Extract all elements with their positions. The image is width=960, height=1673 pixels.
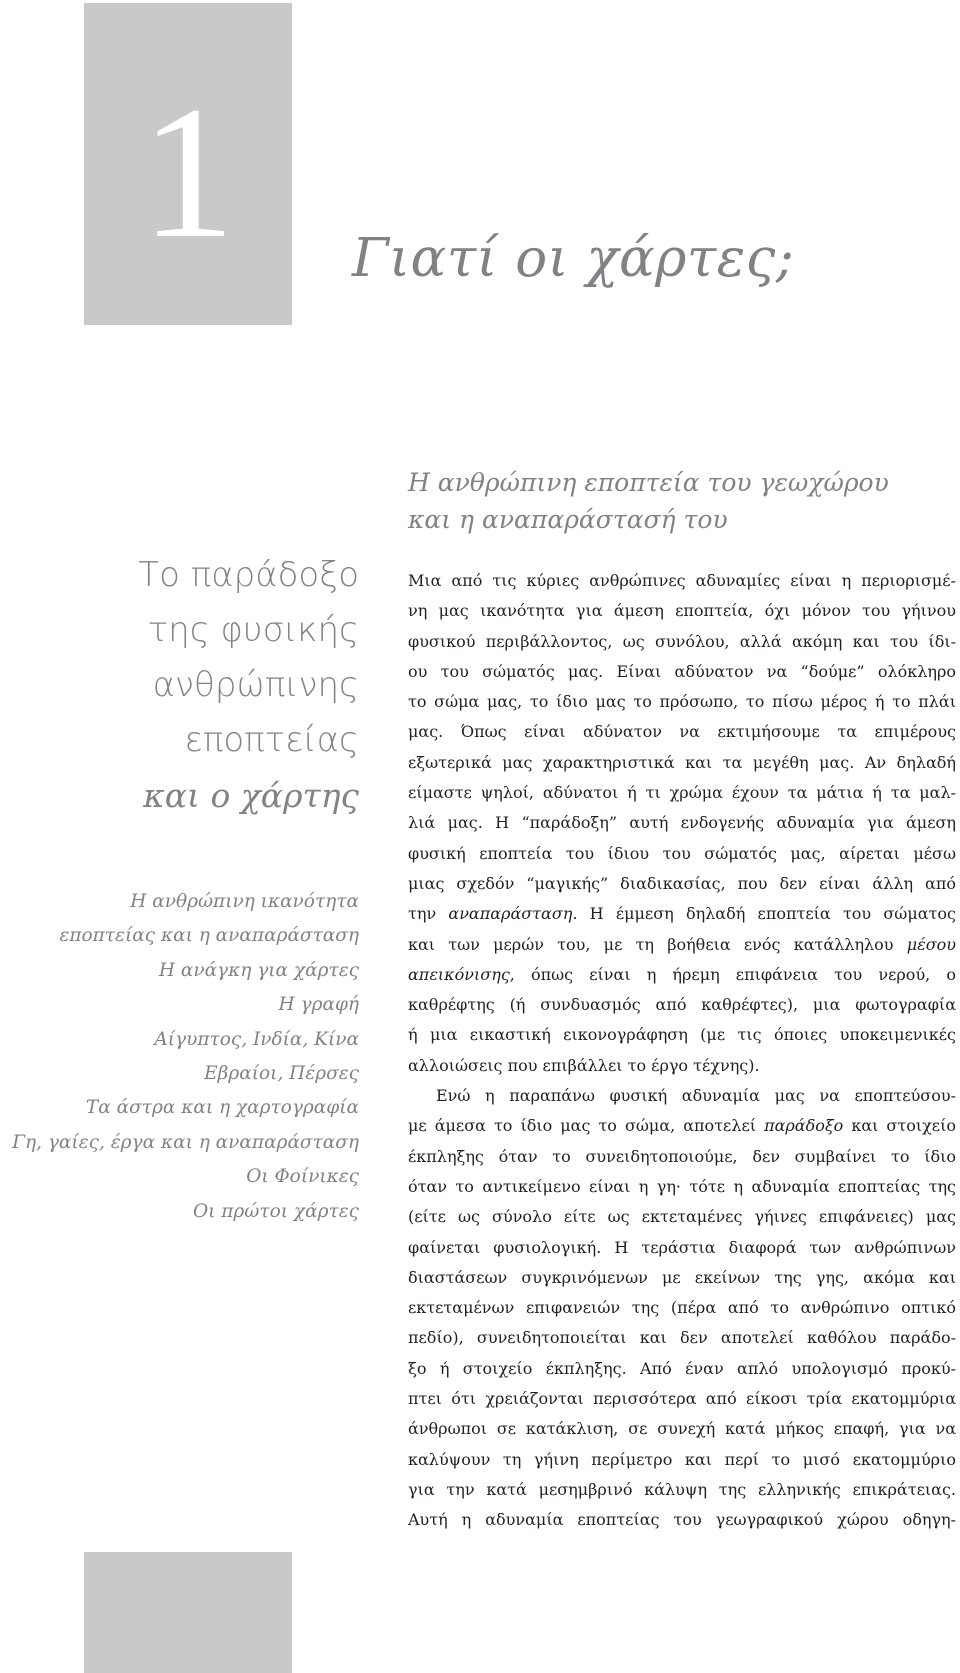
contents-item: εποπτείας και η αναπαράσταση [59, 925, 359, 947]
body-line: νη μας ικανότητα για άμεση εποπτεία, όχι μόνον του γήινου [408, 601, 956, 621]
emphasis: μέσου [906, 934, 956, 954]
body-line: Αυτή η αδυναμία εποπτείας του γεωγραφικού χώρου οδηγη- [408, 1510, 956, 1530]
body-line: εκτεταμένων επιφανειών της (πέρα από το ανθρώπινο οπτικό [408, 1298, 956, 1318]
body-fragment: . Η έμμεση δηλαδή εποπτεία του σώματος [572, 904, 956, 924]
footer-panel [84, 1552, 292, 1673]
body-line: ξο ή στοιχείο έκπληξης. Από έναν απλό υπολογισμό προκύ- [408, 1358, 956, 1378]
body-line [408, 899, 956, 929]
body-line: μας. Όπως είναι αδύνατον να εκτιμήσουμε τα επιμέρους [408, 722, 956, 742]
body-line: πτει ότι χρειάζονται περισσότερα από είκοσι τρία εκατομμύρια [408, 1389, 956, 1409]
body-line [408, 960, 956, 990]
sidebar-title-line: Το παράδοξο [138, 555, 359, 595]
body-line: ή μια εικαστική εικονογράφηση (με τις όποιες υποκειμενικές [408, 1025, 956, 1045]
sidebar-title [0, 548, 359, 823]
contents-item: Οι πρώτοι χάρτες [192, 1200, 359, 1222]
sidebar-title-line: της φυσικής [147, 610, 359, 650]
contents-item: Η γραφή [278, 994, 359, 1016]
contents-item: Η ανθρώπινη ικανότητα [130, 891, 359, 912]
body-line: για την κατά μεσημβρινό κάλυψη της ελληνικής επικράτειας. [408, 1479, 956, 1499]
body-fragment: , όπως είναι η ήρεμη επιφάνεια του νερού, ο [509, 964, 956, 984]
body-line: Μια από τις κύριες ανθρώπινες αδυναμίες είναι η περιορισμέ- [408, 571, 956, 590]
emphasis: παράδοξο [764, 1116, 844, 1136]
sidebar-title-line: εποπτείας [184, 720, 359, 760]
body-line: Ενώ η παραπάνω φυσική αδυναμία μας να εποπτεύσου- [436, 1086, 956, 1106]
body-line: αλλοιώσεις που επιβάλλει το έργο τέχνης). [408, 1055, 760, 1075]
body-fragment: και στοιχείο [843, 1116, 956, 1136]
body-text [408, 566, 956, 1536]
body-line: είμαστε ψηλοί, αδύνατοι ή τι χρώμα έχουν τα μάτια ή τα μαλ- [408, 783, 956, 803]
body-line: όταν το αντικείμενο είναι η γη· τότε η αδυναμία εποπτείας της [408, 1176, 956, 1196]
body-fragment: την [408, 904, 449, 924]
body-line: διαστάσεων συγκρινόμενων με εκείνων της γης, ακόμα και [408, 1267, 956, 1287]
sidebar-title-line: ανθρώπινης [152, 665, 359, 705]
body-line: εξωτερικά μας χαρακτηριστικά και τα μεγέθη μας. Αν δηλαδή [408, 752, 956, 772]
body-line: το σώμα μας, το ίδιο μας το πρόσωπο, το πίσω μέρος ή το πλάι [408, 692, 956, 712]
contents-item: Τα άστρα και η χαρτογραφία [85, 1097, 359, 1119]
contents-item: Αίγυπτος, Ινδία, Κίνα [154, 1028, 359, 1050]
body-line: καλύψουν τη γήινη περίμετρο και περί το μισό εκατομμύριο [408, 1449, 956, 1469]
section-heading [408, 464, 889, 538]
body-line: έκπληξης όταν το συνειδητοποιούμε, δεν συμβαίνει το ίδιο [408, 1146, 956, 1166]
body-line: λιά μας. Η “παράδοξη” αυτή ενδογενής αδυναμία για άμεση [408, 813, 956, 833]
body-line [408, 1111, 956, 1141]
contents-item: Γη, γαίες, έργα και η αναπαράσταση [12, 1131, 359, 1153]
contents-item: Οι Φοίνικες [246, 1166, 359, 1188]
emphasis: απεικόνισης [408, 964, 510, 984]
body-line: ου του σώματός μας. Είναι αδύνατον να “δούμε” ολόκληρο [408, 661, 956, 681]
sidebar-title-line: και ο χάρτης [143, 776, 359, 815]
body-line [408, 930, 956, 960]
body-fragment: με άμεσα το ίδιο μας το σώμα, αποτελεί [408, 1116, 765, 1136]
section-heading-line: και η αναπαράστασή του [408, 505, 728, 534]
body-line: άνθρωποι σε κατάκλιση, σε συνεχή κατά μήκος επαφή, για να [408, 1419, 956, 1439]
contents-item: Εβραίοι, Πέρσες [204, 1063, 359, 1085]
chapter-title: Γιατί οι χάρτες; [352, 228, 795, 289]
body-line: μιας σχεδόν “μαγικής” διαδικασίας, που δεν είναι άλλη από [408, 873, 956, 893]
contents-item: Η ανάγκη για χάρτες [158, 959, 359, 981]
body-line: φυσικού περιβάλλοντος, ως συνόλου, αλλά ακόμη και του ίδι- [408, 631, 956, 651]
body-line: πεδίο), συνειδητοποιείται και δεν αποτελεί καθόλου παράδο- [408, 1328, 956, 1348]
body-line: καθρέφτης (ή συνδυασμός από καθρέφτες), μια φωτογραφία [408, 995, 956, 1015]
chapter-number: 1 [140, 68, 236, 278]
section-heading-line: Η ανθρώπινη εποπτεία του γεωχώρου [408, 468, 889, 497]
body-line: (είτε ως σύνολο είτε ως εκτεταμένες γήινες επιφάνειες) μας [408, 1207, 956, 1227]
body-fragment: και των μερών του, με τη βοήθεια ενός κατάλληλου [408, 934, 907, 954]
body-line: φαίνεται φυσιολογική. Η τεράστια διαφορά των ανθρώπινων [408, 1237, 956, 1257]
emphasis: αναπαράσταση [448, 904, 573, 924]
body-line: φυσική εποπτεία του ίδιου του σώματός μας, αίρεται μέσω [408, 843, 956, 863]
chapter-contents-list [0, 885, 359, 1229]
